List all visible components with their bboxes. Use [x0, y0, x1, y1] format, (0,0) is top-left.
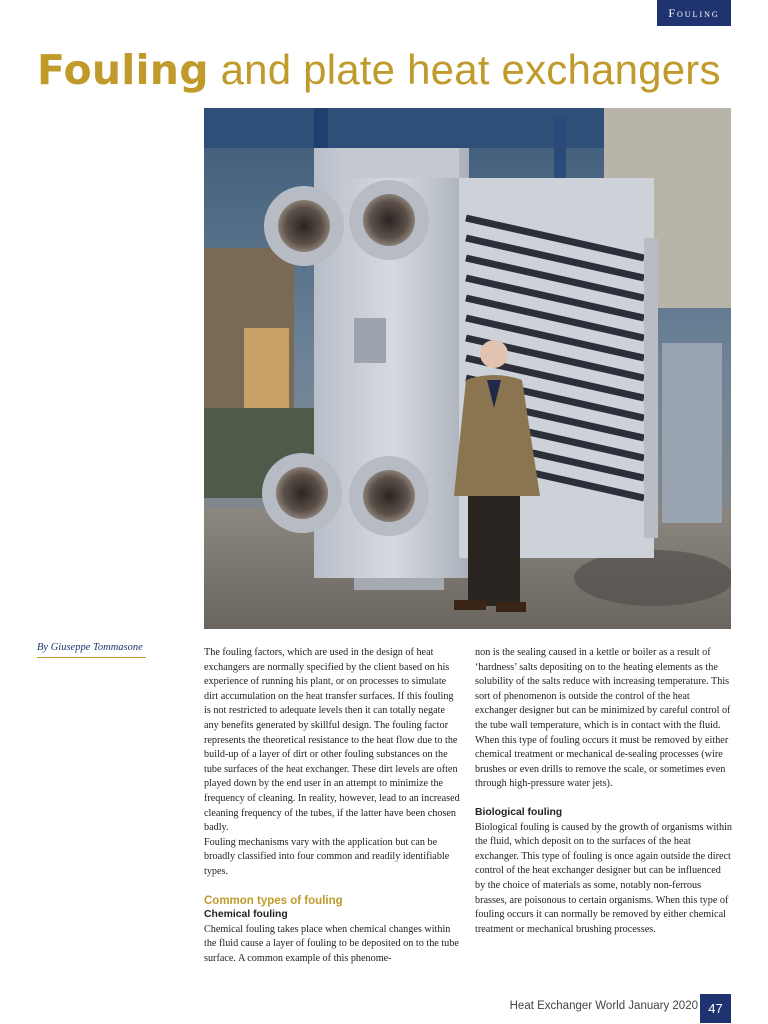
continuation-paragraph: non is the sealing caused in a kettle or boiler as a result of ‘hardness’ salts depositing on to the heating elements as the solubility of the salts reduce with increasing temperature. This sort of phenomenon is outside the control of the heat exchanger designer but can be minimized by careful control of the tube wall temperature, which is in contact with the fluid. When this type of fouling occurs it must be removed by either chemical treatment or mechanical de-sealing processes (wire brushes or even drills to remove the scale, or sometimes even through high-pressure water jets).: [475, 647, 731, 790]
author-byline: By Giuseppe Tommasone: [37, 642, 146, 658]
publication-footer: Heat Exchanger World January 2020: [509, 1000, 698, 1012]
section-tag: Fouling: [657, 0, 731, 26]
mechanisms-paragraph: Fouling mechanisms vary with the application but can be broadly classified into four common and readily identifiable types.: [204, 836, 450, 877]
chemical-fouling-paragraph: Chemical fouling takes place when chemical changes within the fluid cause a layer of fouling to be deposited on to the tube surface. A common example of this phenome-: [204, 923, 459, 964]
page-number: 47: [700, 994, 731, 1023]
heading-chemical-fouling: Chemical fouling: [204, 909, 288, 921]
page-title: [37, 44, 721, 96]
article-column-2: [475, 646, 733, 937]
article-column-1: [204, 646, 462, 966]
heading-common-types: Common types of fouling: [204, 894, 343, 907]
intro-paragraph: The fouling factors, which are used in the design of heat exchangers are normally specified by the client based on his experience of running his plant, or on processes to simulate dirt accumulation on the heat transfer surfaces. If this fouling is not restricted to adequate levels then it can totally negate any benefits generated by skillful design. The fouling factor represents the theoretical resistance to the heat flow due to the build-up of a layer of dirt or other fouling substances on the tube surfaces of the heat exchanger. These dirt levels are often played down by the end user in an attempt to minimize the frequency of cleaning. In reality, however, lead to an increased cleaning frequency of the tubes, if the latter have been chosen badly.: [204, 647, 460, 834]
biological-fouling-paragraph: Biological fouling is caused by the growth of organisms within the fluid, which deposit on to the surfaces of the heat exchanger. This type of fouling is once again outside the direct control of the heat exchanger designer but can be influenced by the choice of materials as some, notably non-ferrous brasses, are poisonous to certain organisms. When this type of fouling occurs it can normally be removed by either chemical treatment or mechanical brushing processes.: [475, 821, 733, 935]
heat-exchanger-photo: [204, 108, 731, 629]
heading-biological-fouling: Biological fouling: [475, 806, 563, 818]
title-keyword: Fouling: [37, 46, 209, 94]
title-rest: and plate heat exchangers: [208, 46, 721, 93]
